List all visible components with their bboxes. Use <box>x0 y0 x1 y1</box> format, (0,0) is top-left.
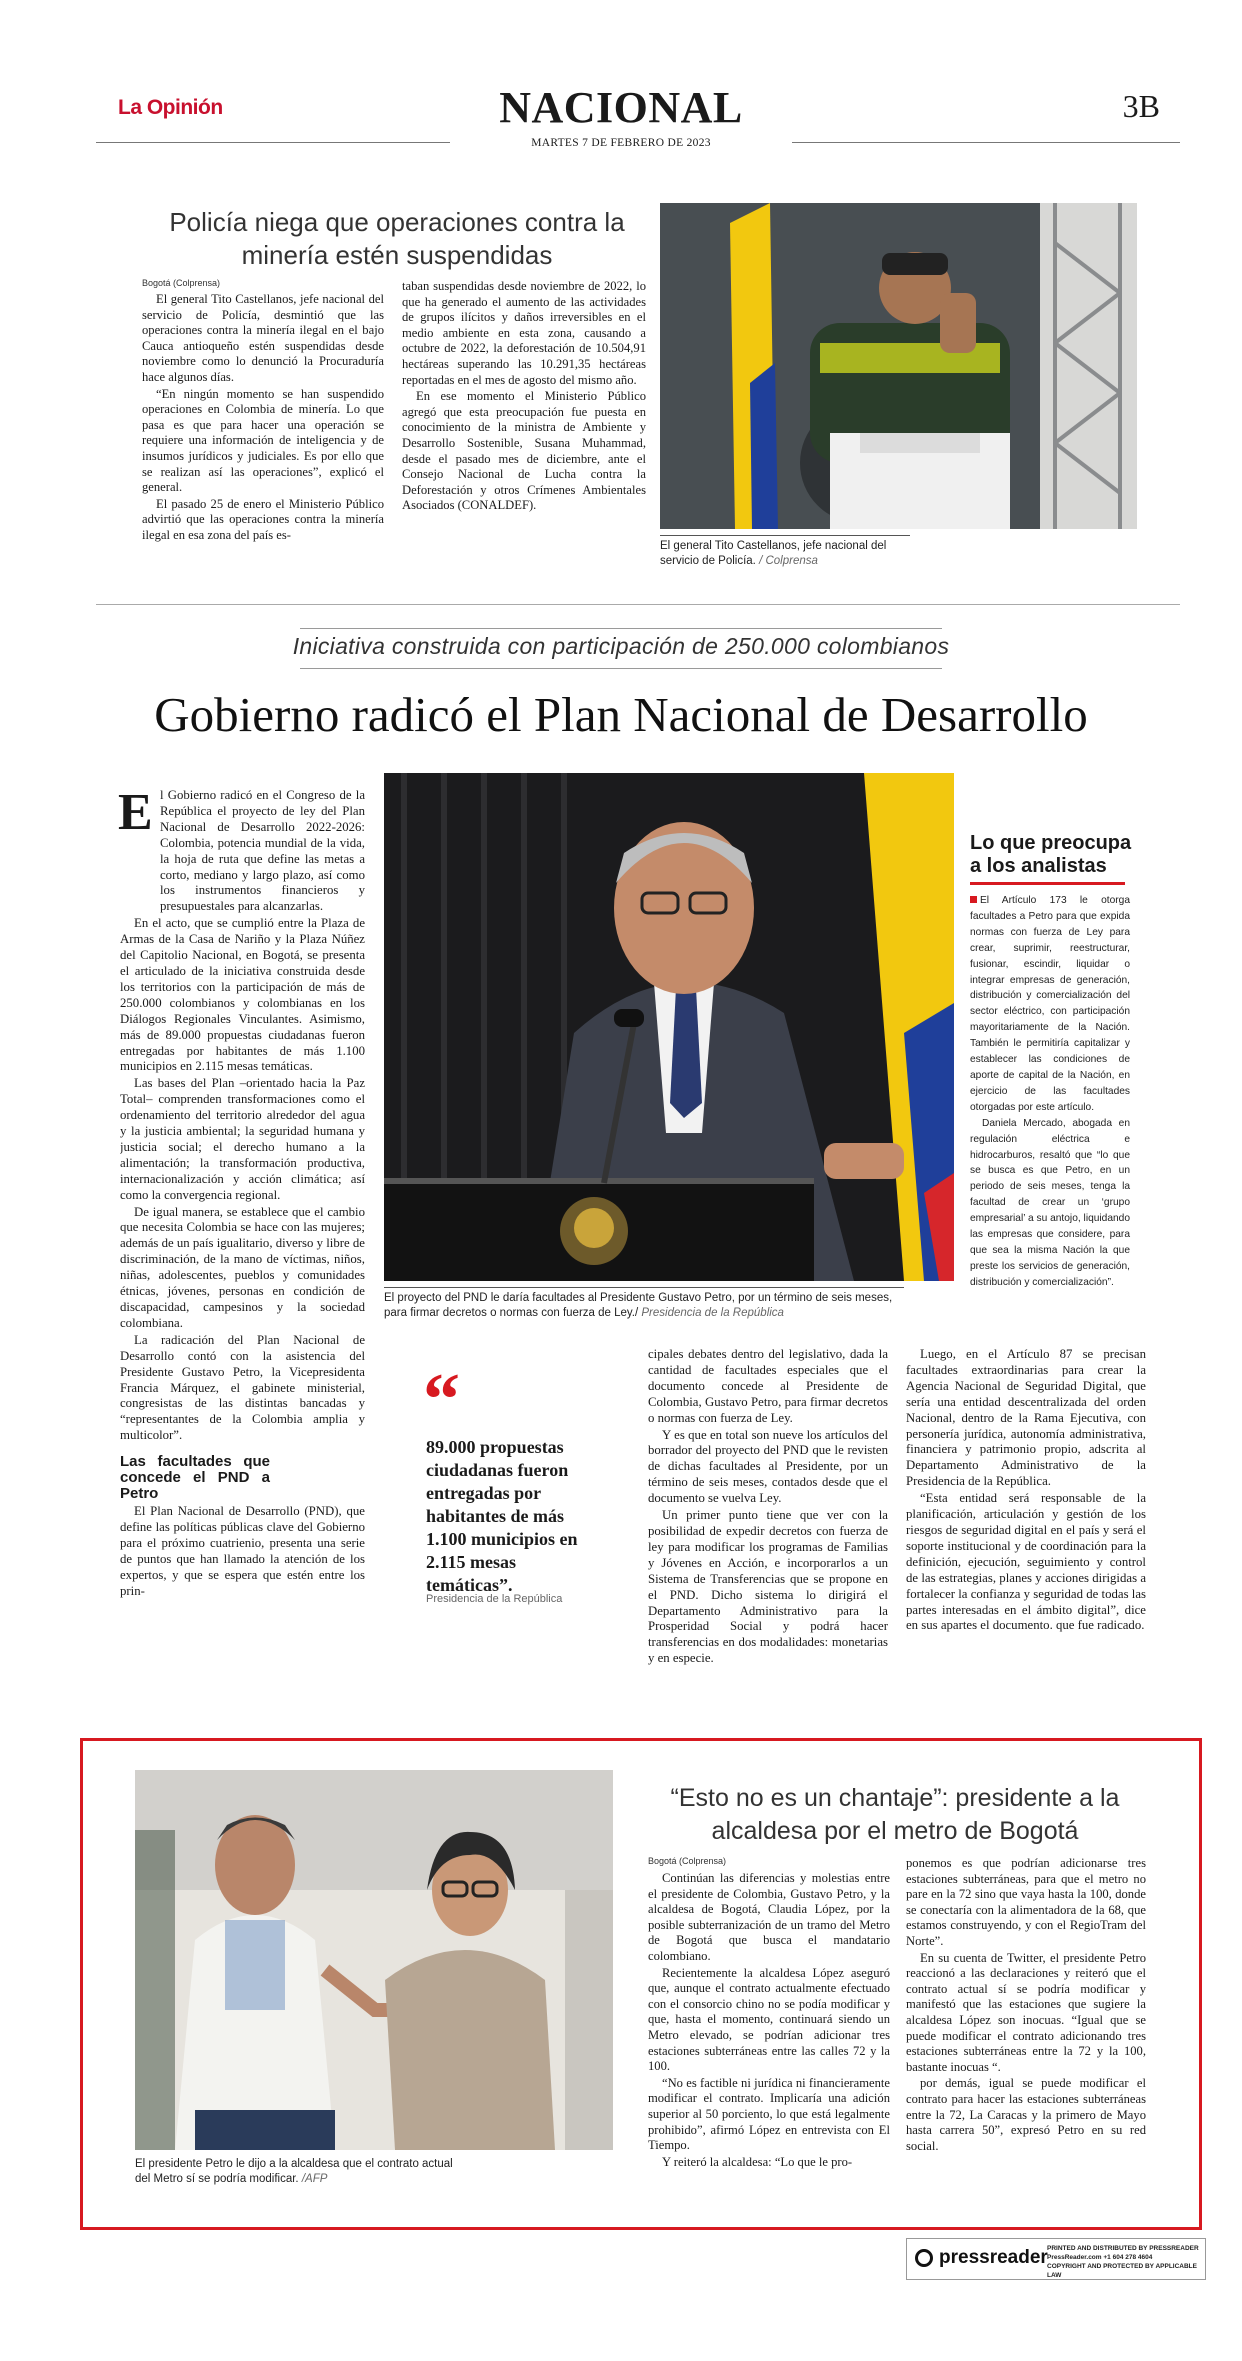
sidebar-title-rule <box>970 882 1125 885</box>
section-title: NACIONAL <box>499 83 743 132</box>
story2-col1-p2: En el acto, que se cumplió entre la Plaza de Armas de la Casa de Nariño y la Plaza Núñez del Capitolio Nacional, en Bogotá, se presenta el articulado de la iniciativa construida desde los territorios con la participación de más de 250.000 colombianos y colombianas en los Diálogos Regionales Vinculantes. Asimismo, más de 89.000 propuestas ciudadanas fueron entregadas por habitantes de más 1.100 municipios en 2.115 mesas temáticas. <box>120 916 365 1074</box>
story3-byline: Bogotá (Colprensa) <box>648 1856 727 1866</box>
story2-headline: Gobierno radicó el Plan Nacional de Desarrollo <box>154 687 1088 742</box>
kicker-rule-top <box>300 628 942 629</box>
story3-col2-p3: por demás, igual se puede modificar el contrato para hacer las estaciones subterráneas entre la 72, La Caracas y la primero de Mayo hasta carrera 50”, expresó Petro en su red social. <box>906 2076 1146 2153</box>
story1-col1-p3: El pasado 25 de enero el Ministerio Público advirtió que las operaciones contra la minería ilegal en esa zona del país es- <box>142 496 384 542</box>
story1-headline: Policía niega que operaciones contra la minería estén suspendidas <box>169 207 625 270</box>
pressreader-line2: PressReader.com +1 604 278 4604 <box>1047 2254 1153 2261</box>
story2-col1-p1: l Gobierno radicó en el Congreso de la República el proyecto de ley del Plan Nacional de Desarrollo 2022-2026: Colombia, potencia mundial de la vida, la hoja de ruta que define las metas a corto, mediano y largo plazo, así como los instrumentos financieros y presupuestales para alcanzarlas. <box>160 788 365 914</box>
story1-byline: Bogotá (Colprensa) <box>142 278 221 288</box>
story3-column-2 <box>906 1856 1146 2215</box>
story2-col3-p1: cipales debates dentro del legislativo, dada la cantidad de facultades especiales que el documento concede al Presidente de Colombia, Gustavo Petro, para firmar decretos o normas con fuerza de Ley. <box>648 1347 888 1425</box>
story3-column-1 <box>648 1871 890 2215</box>
story2-column-3 <box>648 1347 888 1719</box>
story1-caption-text: El general Tito Castellanos, jefe nacional del servicio de Policía. <box>660 540 887 567</box>
pressreader-fine-print <box>1047 2244 1203 2280</box>
story2-column-1 <box>118 784 365 1788</box>
story2-column-4 <box>906 1347 1146 1719</box>
story1-column-1 <box>142 292 384 574</box>
story2-kicker: Iniciativa construida con participación de 250.000 colombianos <box>292 633 950 659</box>
pull-quote-text: 89.000 propuestas ciudadanas fueron entregadas por habitantes de más 1.100 municipios en 2.115 mesas temáticas”. <box>426 1437 578 1595</box>
story2-col4-p1: Luego, en el Artículo 87 se precisan facultades extraordinarias para crear la Agencia Nacional de Seguridad Digital, que sería una entidad descentralizada del orden Nacional, dentro de la Rama Ejecutiva, con personería jurídica, autonomía administrativa, financiera y patrimonio propio, adscrita al Departamento Administrativo de la Presidencia de la República. <box>906 1347 1146 1489</box>
story2-caption-credit: Presidencia de la República <box>641 1307 784 1319</box>
pressreader-badge <box>906 2238 1206 2280</box>
petro-lopez-handshake-photo <box>135 1770 613 2150</box>
story3-col1-p4: Y reiteró la alcaldesa: “Lo que le pro- <box>662 2154 853 2169</box>
story2-col1-p4: De igual manera, se establece que el cambio que necesita Colombia se hace con las mujeres; además de un país igualitario, diverso y libre de discriminación, de la mano de víctimas, niños, niñas, adolescentes, pueblos y comunidades étnicas, jóvenes, personas en condición de discapacidad, campesinos y la sociedad colombiana. <box>120 1204 365 1330</box>
story1-caption-credit: / Colprensa <box>759 555 818 567</box>
pull-quote-mark: “ <box>423 1359 460 1441</box>
story3-col2-p2: En su cuenta de Twitter, el presidente Petro reaccionó a las declaraciones y reiteró que el contrato actual sí se podría modificar y manifestó que las estaciones que sugiere la alcaldesa López son inocuas. “Igual que se puede modificar el contrato adicionando tres estaciones subterráneas entre la 72 y la 100, bastante inocuas “. <box>906 1950 1146 2074</box>
story3-headline: “Esto no es un chantaje”: presidente a la alcaldesa por el metro de Bogotá <box>670 1784 1120 1845</box>
story1-photo-caption <box>660 535 910 569</box>
story1-col1-p2: “En ningún momento se han suspendido operaciones en Colombia de minería. Lo que pasa es que para hacer una operación se requiere una información de inteligencia y de insumos jurídicos y judiciales. Es por ello que se realizan así las operaciones”, explicó el general. <box>142 386 384 495</box>
story3-caption-credit: /AFP <box>301 2173 328 2185</box>
pressreader-brand: pressreader <box>939 2247 1048 2268</box>
story3-col1-p3: “No es factible ni jurídica ni financieramente modificar el contrato. Implicaría una adición superior al 50 porciento, lo que está legalmente prohibido”, afirmó López en entrevista con El Tiempo. <box>648 2075 890 2153</box>
story3-caption-text: El presidente Petro le dijo a la alcaldesa que el contrato actual del Metro sí se podría modificar. <box>135 2158 453 2185</box>
story2-col3-p2: Y es que en total son nueve los artículos del borrador del proyecto del PND que le revisten de dichas facultades al Presidente, por un término de seis meses, contados desde que el documento se vuelva Ley. <box>648 1427 888 1506</box>
story2-col1b-p1: El Plan Nacional de Desarrollo (PND), que define las políticas públicas clave del Gobierno para el próximo cuatrienio, presenta una serie de puntos que han llamado la atención de los expertos, y que se espera que estén entre los prin- <box>120 1504 365 1598</box>
story1-col2-p1: taban suspendidas desde noviembre de 2022, lo que ha generado el aumento de las actividades de grupos ilícitos y daños irreversibles en el medio ambiente en esta zona, causando a octubre de 2022, la deforestación de 10.504,91 hectáreas superando las 10.291,35 hectáreas reportadas en el mes de agosto del mismo año. <box>402 279 646 387</box>
story3-col1-p2: Recientemente la alcaldesa López aseguró que, aunque el contrato actualmente efectuado con el consorcio chino no se podía modificar y que, hasta el momento, continuará siendo un Metro elevado, se podrían adicionar tres estaciones subterráneas entre las calles 72 y la 100. <box>648 1965 890 2074</box>
story3-photo-caption <box>135 2154 465 2187</box>
story2-subhead: Las facultades que concede el PND a Petro <box>120 1453 270 1503</box>
sidebar-bullet <box>970 896 977 903</box>
petro-podium-photo <box>384 773 954 1281</box>
sidebar-p2: Daniela Mercado, abogada en regulación eléctrica e hidrocarburos, resaltó que “lo que se busca es que Petro, en un periodo de seis meses, tenga la facultad de crear un ‘grupo empresarial’ a su antojo, liquidando las empresas que considere, para que sea la misma Nación la que preste los servicios de generación, distribución y comercialización”. <box>970 1117 1130 1288</box>
police-general-photo <box>660 203 1137 529</box>
story2-col1-p5: La radicación del Plan Nacional de Desarrollo contó con la asistencia del Presidente Gustavo Petro, la Vicepresidenta Francia Márquez, el gabinete ministerial, congresistas de las distintas bancadas y “representantes de la Colombia amplia y multicolor”. <box>120 1332 365 1443</box>
sidebar-body <box>970 893 1130 1291</box>
page-number: 3B <box>1122 88 1160 124</box>
story2-col4-p2: “Esta entidad será responsable de la planificación, articulación y gestión de los riesgos de seguridad digital en el país y será el soporte institucional y de coordinación para la definición, ejecución, seguimiento y control de las estrategias, planes y acciones dirigidas a fortalecer la confianza y seguridad de todas las partes interesadas en el ámbito digital”, dice en sus apartes el documento. que fue radicado. <box>906 1491 1146 1633</box>
pressreader-line1: PRINTED AND DISTRIBUTED BY PRESSREADER <box>1047 2245 1199 2252</box>
story1-bottom-rule <box>96 604 1180 605</box>
sidebar-title: Lo que preocupa a los analistas <box>970 832 1132 877</box>
pressreader-logo-icon <box>915 2249 933 2267</box>
sidebar-p1 <box>970 893 1130 1116</box>
story1-col1-p1: El general Tito Castellanos, jefe nacional del servicio de Policía, desmintió que las operaciones contra la minería ilegal en el bajo Cauca antioqueño estén suspendidas desde noviembre como lo denunció la Procuraduría hace algunos días. <box>142 292 384 384</box>
story2-photo-caption <box>384 1287 904 1321</box>
story2-caption-text: El proyecto del PND le daría facultades al Presidente Gustavo Petro, por un término de seis meses, para firmar decretos o normas con fuerza de Ley./ <box>384 1292 893 1319</box>
pressreader-line3: COPYRIGHT AND PROTECTED BY APPLICABLE LAW <box>1047 2263 1197 2279</box>
sidebar-p1-text: El Artículo 173 le otorga facultades a Petro para que expida normas con fuerza de Ley para crear, suprimir, reestructurar, fusionar, escindir, liquidar o integrar empresas de generación, distribución y comercialización del sector eléctrico, con participación mayoritariamente de la Nación. También le permitiría capitalizar y establecer las condiciones de aporte de capital de la Nación, en ejercicio de las facultades otorgadas por este artículo. <box>970 895 1130 1113</box>
story2-col1-p3: Las bases del Plan –orientado hacia la Paz Total– comprenden transformaciones como el ordenamiento del territorio alrededor del agua y la justicia ambiental; la seguridad humana y justicia social; el derecho humano a la alimentación; la transformación productiva, internacionalización y acción climática; así como la convergencia regional. <box>120 1076 365 1202</box>
story1-col2-p2: En ese momento el Ministerio Público agregó que esta preocupación fue puesta en conocimiento de la ministra de Ambiente y Desarrollo Sostenible, Susana Muhammad, desde el pasado mes de diciembre, ante el Consejo Nacional de Lucha contra la Deforestación y otros Crímenes Ambientales Asociados (CONALDEF). <box>402 389 646 513</box>
pull-quote-source: Presidencia de la República <box>426 1593 563 1605</box>
story3-col1-p1: Continúan las diferencias y molestias entre el presidente de Colombia, Gustavo Petro, y la alcaldesa de Bogotá, Claudia López, por la posible subterranización de un tramo del Metro de Bogotá que busca el mandatario colombiano. <box>648 1871 890 1963</box>
newspaper-logo: La Opinión <box>118 96 223 119</box>
kicker-rule-bottom <box>300 668 942 669</box>
edition-date: MARTES 7 DE FEBRERO DE 2023 <box>450 137 792 149</box>
story2-dropcap: E <box>118 784 153 841</box>
story2-col3-p3: Un primer punto tiene que ver con la posibilidad de expedir decretos con fuerza de ley para modificar los programas de Familias y Jóvenes en Acción, e incorporarlos a un Sistema de Transferencias que se propone en el PND. Dicho sistema lo dirigirá el Departamento Administrativo para la Prosperidad Social y podrá hacer transferencias en dos modalidades: monetarias y en especie. <box>648 1508 888 1666</box>
story3-col2-p1: ponemos es que podrían adicionarse tres estaciones subterráneas, para que el metro no pare en la 72 sino que vaya hasta la 100, donde se conectaría con la alimentadora de la 68, que estamos construyendo, y con el RegioTram del Norte”. <box>906 1856 1146 1948</box>
story1-column-2 <box>402 279 646 574</box>
